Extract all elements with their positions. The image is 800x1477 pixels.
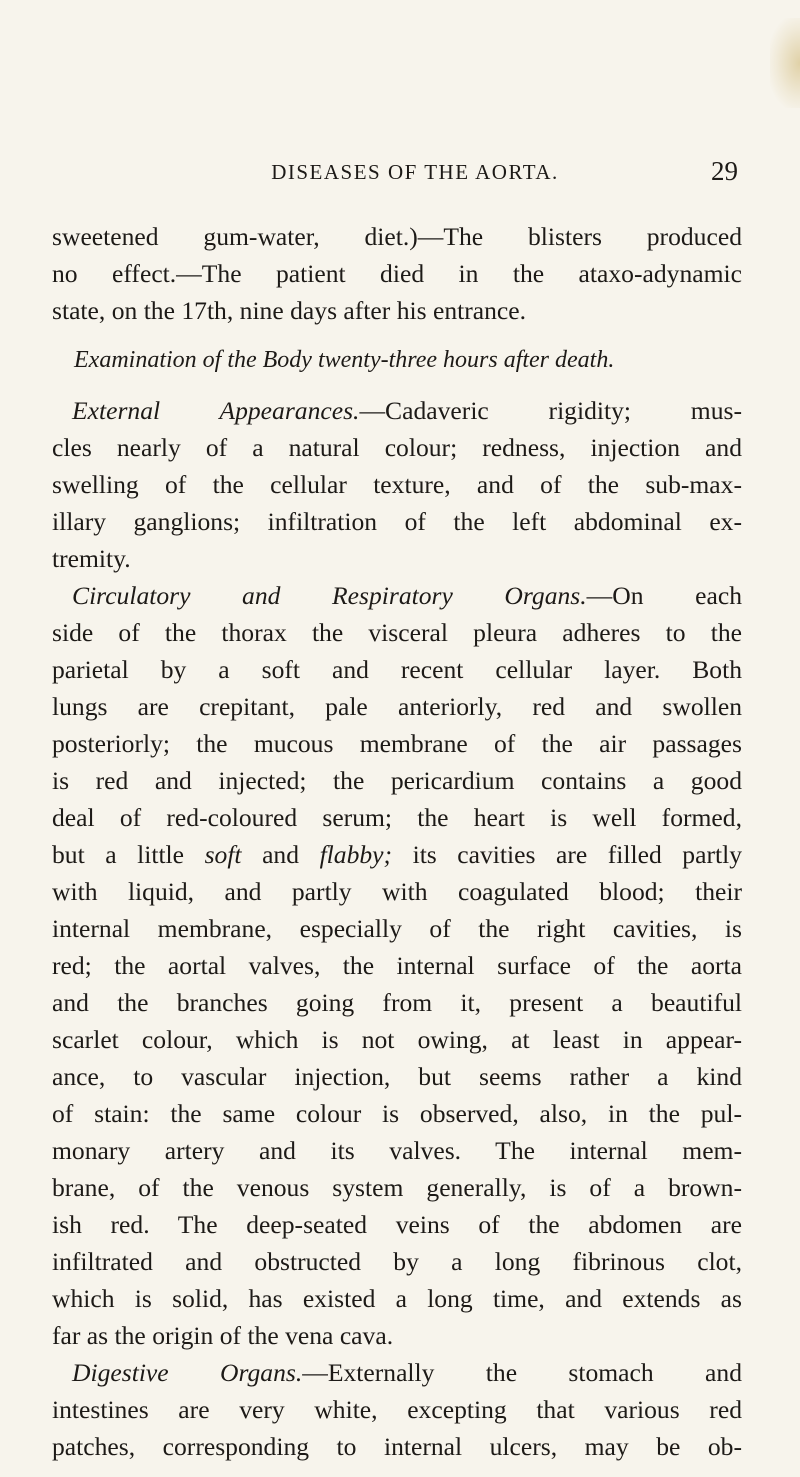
section-heading-circulatory: Circulatory and Respiratory Organs. — [72, 581, 587, 610]
text-line — [52, 577, 742, 614]
body-text — [52, 218, 742, 1465]
text-line: of stain: the same colour is observed, also, in the pul- — [52, 1099, 742, 1128]
text-line: ish red. The deep-seated veins of the abdomen are — [52, 1210, 742, 1239]
text-line: internal membrane, especially of the right cavities, is — [52, 914, 742, 943]
text-line — [52, 836, 742, 873]
text-segment: —Externally the stomach and — [302, 1358, 742, 1387]
text-line: sweetened gum-water, diet.)—The blisters produced — [52, 222, 742, 251]
italic-word-flabby: flabby; — [319, 840, 393, 869]
text-line: no effect.—The patient died in the ataxo-adynamic — [52, 259, 742, 288]
text-line: ance, to vascular injection, but seems rather a kind — [52, 1062, 742, 1091]
text-segment: its cavities are filled partly — [392, 840, 742, 869]
text-line: intestines are very white, excepting that various red — [52, 1395, 742, 1424]
text-segment: and — [241, 840, 320, 869]
text-line: brane, of the venous system generally, is of a brown- — [52, 1173, 742, 1202]
text-line: cles nearly of a natural colour; redness, injection and — [52, 433, 742, 462]
section-heading-digestive: Digestive Organs. — [72, 1358, 303, 1387]
text-line: far as the origin of the vena cava. — [52, 1321, 394, 1350]
text-line: infiltrated and obstructed by a long fibrinous clot, — [52, 1247, 742, 1276]
text-line: monary artery and its valves. The internal mem- — [52, 1136, 742, 1165]
text-line: which is solid, has existed a long time, and extends as — [52, 1284, 742, 1313]
text-line: patches, corresponding to internal ulcers, may be ob- — [52, 1432, 742, 1461]
running-head: DISEASES OF THE AORTA. — [271, 160, 559, 184]
text-line: deal of red-coloured serum; the heart is well formed, — [52, 803, 742, 832]
text-line: lungs are crepitant, pale anteriorly, red and swollen — [52, 692, 742, 721]
text-line: parietal by a soft and recent cellular layer. Both — [52, 655, 742, 684]
page-number: 29 — [711, 156, 738, 186]
text-line: and the branches going from it, present a beautiful — [52, 988, 742, 1017]
page-stain — [770, 18, 800, 108]
section-heading-external: External Appearances. — [72, 396, 360, 425]
italic-word-soft: soft — [204, 840, 242, 869]
text-segment: —Cadaveric rigidity; mus- — [359, 396, 742, 425]
page-header — [92, 156, 738, 194]
text-line: scarlet colour, which is not owing, at least in appear- — [52, 1025, 742, 1054]
text-segment: but a little — [52, 840, 205, 869]
text-line: side of the thorax the visceral pleura adheres to the — [52, 618, 742, 647]
text-line: red; the aortal valves, the internal surface of the aorta — [52, 951, 742, 980]
text-line: state, on the 17th, nine days after his entrance. — [52, 296, 527, 325]
text-line — [52, 1354, 742, 1391]
text-segment: —On each — [586, 581, 742, 610]
text-line: posteriorly; the mucous membrane of the air passages — [52, 729, 742, 758]
text-line: with liquid, and partly with coagulated blood; their — [52, 877, 742, 906]
text-line: illary ganglions; infiltration of the left abdominal ex- — [52, 507, 742, 536]
text-line: tremity. — [52, 544, 131, 573]
text-line: is red and injected; the pericardium contains a good — [52, 766, 742, 795]
text-line — [52, 392, 742, 429]
text-line: swelling of the cellular texture, and of the sub-max- — [52, 470, 742, 499]
examination-heading: Examination of the Body twenty-three hours after death. — [74, 347, 615, 373]
